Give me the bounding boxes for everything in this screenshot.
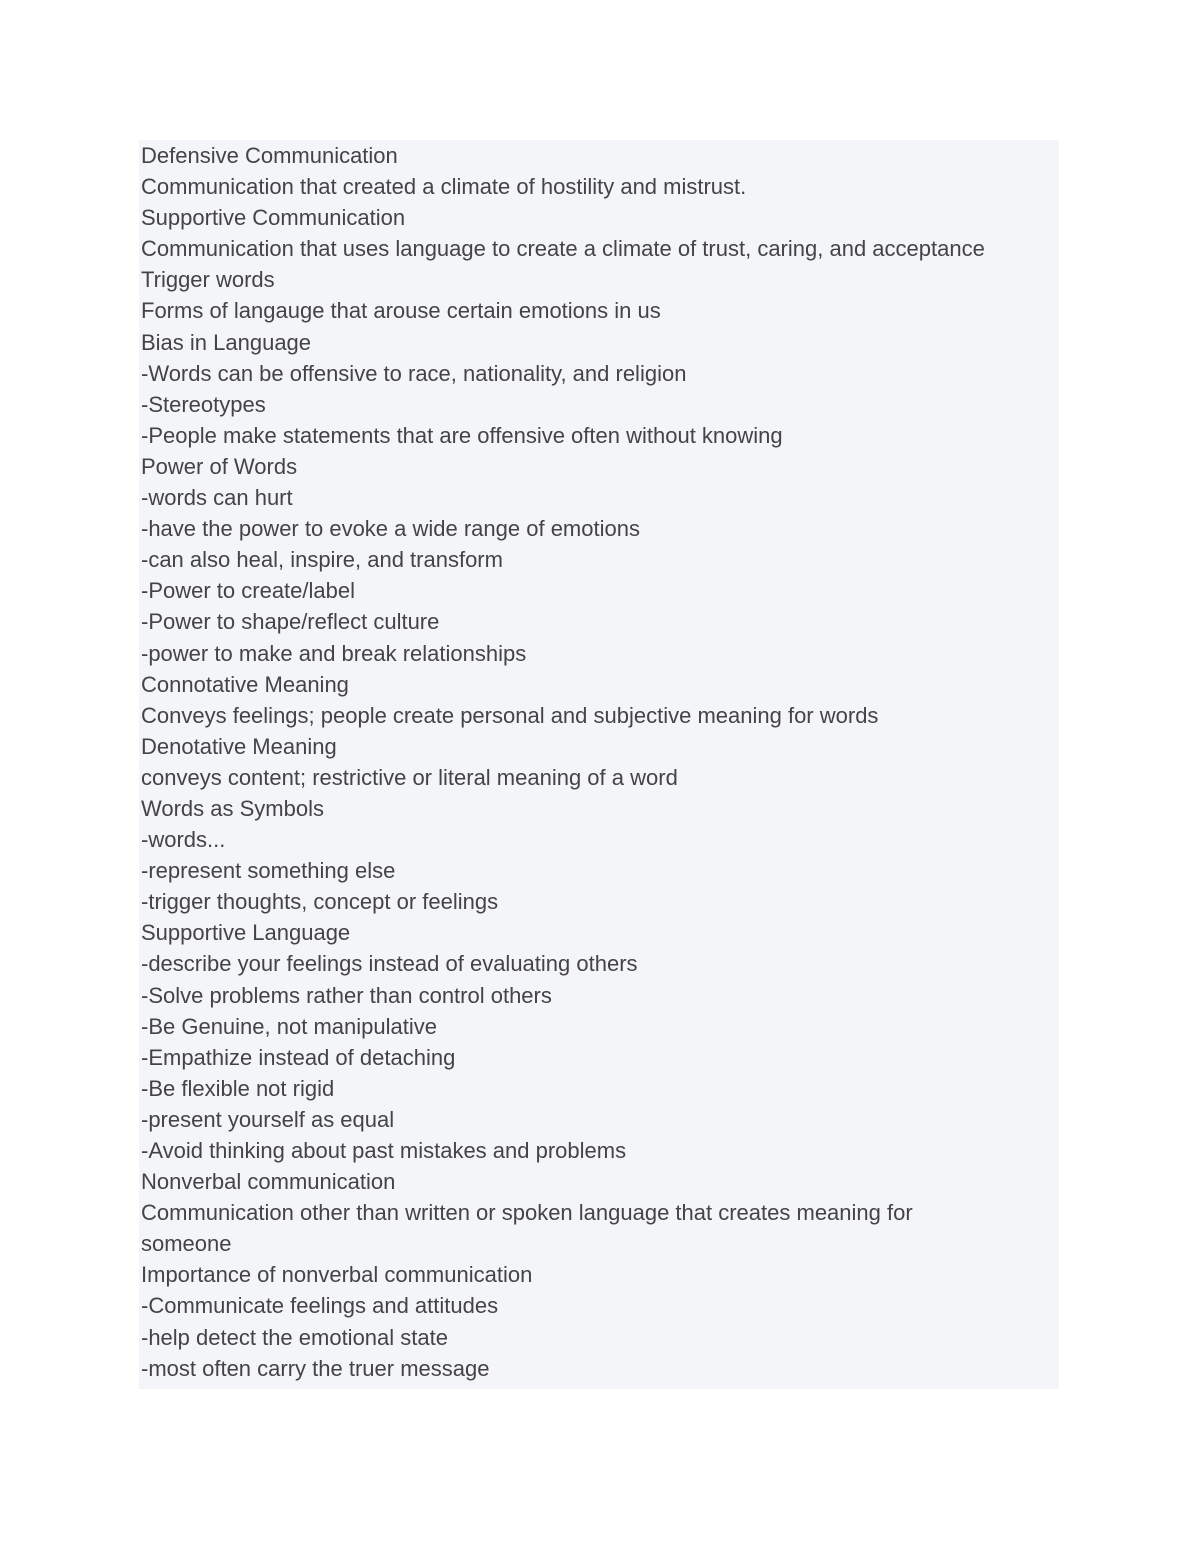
text-line: -Be flexible not rigid [141, 1075, 335, 1101]
text-line: -Power to create/label [141, 578, 355, 604]
text-line: -most often carry the truer message [141, 1355, 490, 1381]
text-content-block [139, 140, 1059, 1389]
text-line: -represent something else [141, 858, 396, 884]
text-line: -words... [141, 827, 226, 853]
text-line: Conveys feelings; people create personal and subjective meaning for words [141, 702, 879, 728]
text-line: Communication that created a climate of hostility and mistrust. [141, 174, 747, 200]
text-line: -can also heal, inspire, and transform [141, 547, 503, 573]
text-line: Supportive Language [141, 920, 351, 946]
text-line: -have the power to evoke a wide range of emotions [141, 516, 640, 542]
text-line: -present yourself as equal [141, 1106, 395, 1132]
text-line: -Communicate feelings and attitudes [141, 1293, 499, 1319]
text-line: -Avoid thinking about past mistakes and problems [141, 1138, 627, 1163]
text-line: Denotative Meaning [141, 733, 337, 759]
text-line: -Be Genuine, not manipulative [141, 1013, 437, 1039]
text-line: -trigger thoughts, concept or feelings [141, 889, 499, 915]
text-line: Communication that uses language to create a climate of trust, caring, and acceptance [141, 236, 985, 262]
text-line: -power to make and break relationships [141, 640, 527, 666]
text-line: -Words can be offensive to race, nationality, and religion [141, 360, 687, 386]
text-line: -describe your feelings instead of evaluating others [141, 951, 638, 977]
text-line: -help detect the emotional state [141, 1324, 448, 1350]
text-line: Importance of nonverbal communication [141, 1262, 533, 1288]
text-line-list [141, 140, 1053, 1384]
text-line: Words as Symbols [141, 795, 324, 821]
text-line: Supportive Communication [141, 205, 406, 231]
text-line: Bias in Language [141, 329, 312, 355]
text-line: -Empathize instead of detaching [141, 1044, 456, 1070]
text-line: Trigger words [141, 267, 275, 293]
text-line: Nonverbal communication [141, 1169, 396, 1195]
text-line: Communication other than written or spoken language that creates meaning for [141, 1200, 913, 1226]
text-line: Power of Words [141, 453, 298, 479]
text-line: -Solve problems rather than control others [141, 982, 552, 1008]
text-line: -People make statements that are offensive often without knowing [141, 422, 783, 448]
text-line: Forms of langauge that arouse certain emotions in us [141, 298, 661, 324]
text-line: -words can hurt [141, 485, 293, 511]
text-line: -Stereotypes [141, 391, 266, 417]
text-line: conveys content; restrictive or literal meaning of a word [141, 764, 678, 790]
text-line: Defensive Communication [141, 143, 398, 168]
text-line: Connotative Meaning [141, 671, 349, 697]
text-line: someone [141, 1231, 232, 1257]
text-line: -Power to shape/reflect culture [141, 609, 440, 635]
